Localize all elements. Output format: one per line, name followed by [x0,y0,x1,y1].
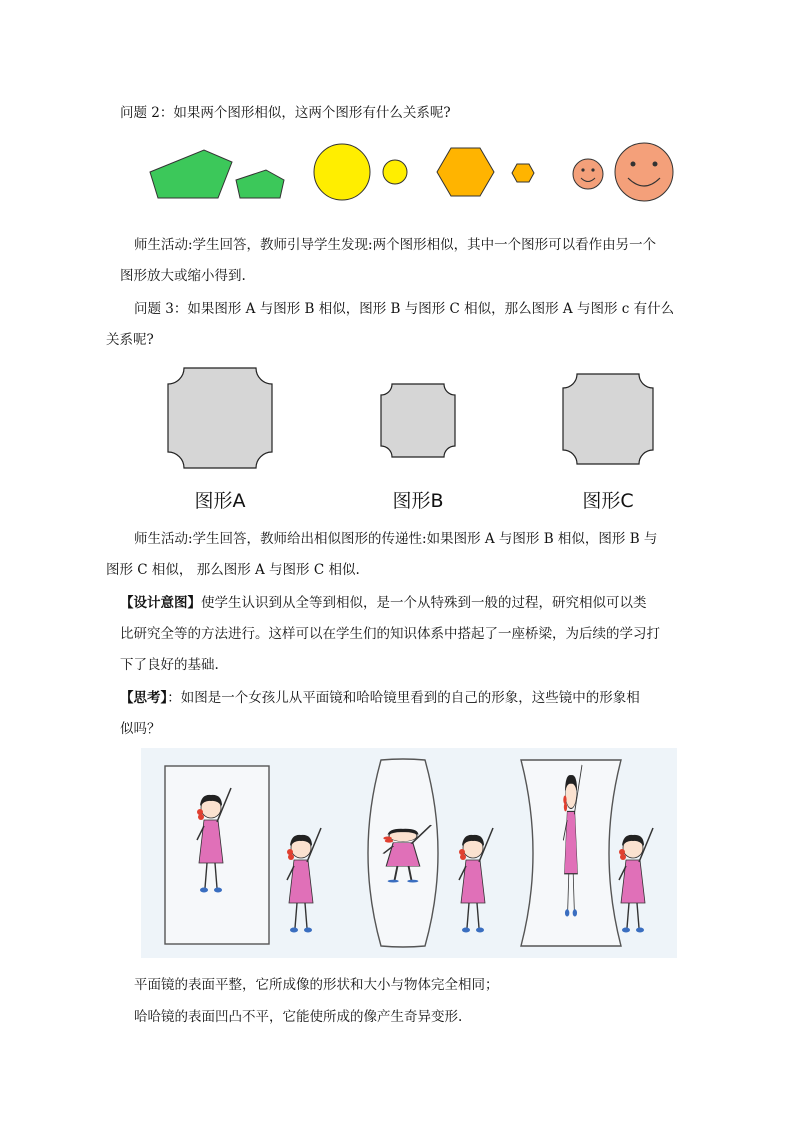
design-intent-line1: 使学生认识到从全等到相似，是一个从特殊到一般的过程，研究相似可以类 [201,595,647,611]
shape-b [381,384,455,457]
question-3-line2: 关系呢? [106,332,154,348]
similar-blocks-figure [150,360,670,520]
design-intent-tag: 【设计意图】 [120,595,201,611]
teacher-activity-1-line2: 图形放大或缩小得到. [120,268,246,284]
girl-figure-1 [287,828,321,933]
design-intent [120,588,676,681]
large-circle [314,144,370,200]
think-question [120,683,676,745]
label-shape-a: 图形A [194,490,246,512]
similar-shapes-figure [140,140,680,212]
teacher-activity-1 [120,230,676,292]
small-hexagon [512,164,534,182]
teacher-activity-2 [106,524,676,586]
teacher-activity-2-line2: 图形 C 相似， 那么图形 A 与图形 C 相似. [106,562,360,578]
shape-a [168,368,272,468]
girl-figure-3 [619,828,653,933]
small-circle [383,160,407,184]
teacher-activity-2-line1: 师生活动:学生回答，教师给出相似图形的传递性:如果图形 A 与图形 B 相似，图形 B 与 [134,531,658,547]
design-intent-line2: 比研究全等的方法进行。这样可以在学生们的知识体系中搭起了一座桥梁，为后续的学习打 [120,626,660,642]
plane-mirror-note: 平面镜的表面平整，它所成像的形状和大小与物体完全相同； [134,977,499,993]
think-line1: ：如图是一个女孩儿从平面镜和哈哈镜里看到的自己的形象，这些镜中的形象相 [167,690,640,706]
think-line2: 似吗？ [120,721,161,737]
question-3-line1: 问题 3：如果图形 A 与图形 B 相似，图形 B 与图形 C 相似，那么图形 A 与图形 c 有什么 [134,301,675,317]
small-smiley-face [573,159,603,189]
question-2: 问题 2：如果两个图形相似，这两个图形有什么关系呢? [120,105,451,121]
question-3 [106,294,676,356]
blocks-svg [150,360,670,480]
funhouse-mirror-note: 哈哈镜的表面凹凸不平，它能使所成的像产生奇异变形. [134,1009,463,1025]
shape-c [563,374,653,464]
similar-shapes-svg [140,140,680,212]
large-pentagon [150,150,232,198]
label-shape-b: 图形B [392,490,444,512]
think-tag: 【思考】 [120,690,168,706]
small-pentagon [236,170,284,198]
mirror-illustration [141,748,677,958]
large-hexagon [437,148,494,196]
girl-figure-2 [459,828,493,933]
mirror-illustration-svg [141,748,677,958]
label-shape-c: 图形C [582,490,634,512]
large-smiley-face [615,143,673,201]
design-intent-line3: 下了良好的基础. [120,657,219,673]
teacher-activity-1-line1: 师生活动:学生回答，教师引导学生发现:两个图形相似，其中一个图形可以看作由另一个 [134,237,657,253]
